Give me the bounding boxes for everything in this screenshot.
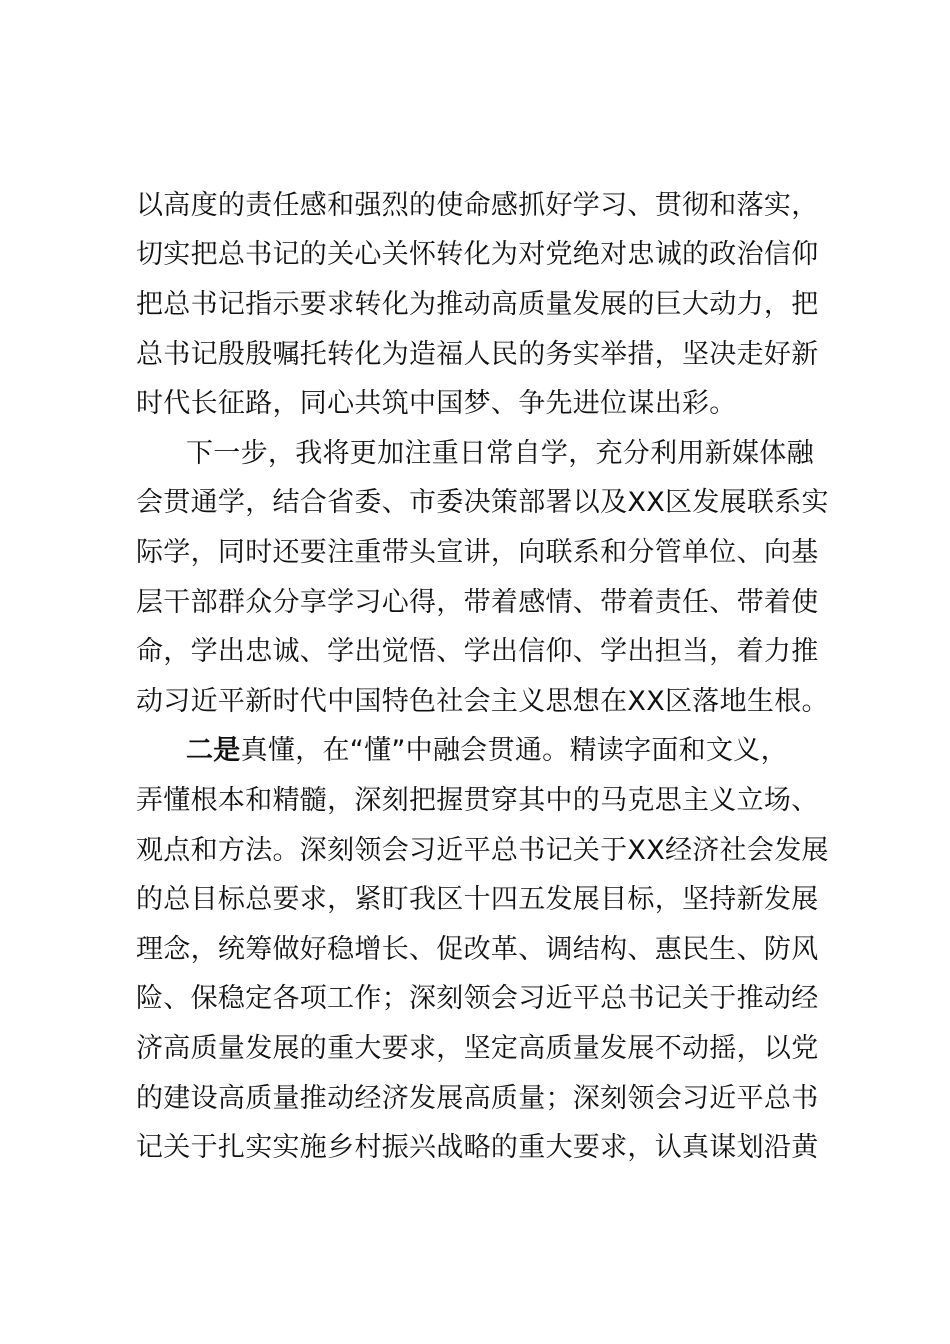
text-line: 时代长征路，同心共筑中国梦、争先进位谋出彩。 (136, 388, 737, 419)
text-line: 命，学出忠诚、学出觉悟、学出信仰、学出担当，着力推 (136, 636, 819, 667)
text-line: 的建设高质量推动经济发展高质量；深刻领会习近平总书 (136, 1083, 819, 1114)
text-line: 观点和方法。深刻领会习近平总书记关于XX经济社会发展 (136, 835, 829, 866)
text-line: 切实把总书记的关心关怀转化为对党绝对忠诚的政治信仰 (136, 239, 819, 270)
text-line: 的总目标总要求，紧盯我区十四五发展目标，坚持新发展 (136, 884, 819, 915)
text-line: 记关于扎实实施乡村振兴战略的重大要求，认真谋划沿黄 (136, 1132, 819, 1163)
text-line: 济高质量发展的重大要求，坚定高质量发展不动摇，以党 (136, 1033, 819, 1064)
text-line: 弄懂根本和精髓，深刻把握贯穿其中的马克思主义立场、 (136, 785, 819, 816)
text-line: 以高度的责任感和强烈的使命感抓好学习、贯彻和落实， (136, 190, 819, 221)
paragraph-first-line (186, 731, 906, 771)
text-line: 会贯通学，结合省委、市委决策部署以及XX区发展联系实 (136, 487, 829, 518)
text-line: 险、保稳定各项工作；深刻领会习近平总书记关于推动经 (136, 983, 819, 1014)
text-line: 层干部群众分享学习心得，带着感情、带着责任、带着使 (136, 587, 819, 618)
text-line: 际学，同时还要注重带头宣讲，向联系和分管单位、向基 (136, 537, 819, 568)
text-line: 把总书记指示要求转化为推动高质量发展的巨大动力，把 (136, 289, 819, 320)
text-line: 总书记殷殷嘱托转化为造福人民的务实举措，坚决走好新 (136, 339, 819, 370)
text-line: 理念，统筹做好稳增长、促改革、调结构、惠民生、防风 (136, 934, 819, 965)
paragraph-first-line: 下一步，我将更加注重日常自学，充分利用新媒体融 (186, 438, 814, 469)
section-marker: 二是 (186, 735, 241, 766)
text-line: 动习近平新时代中国特色社会主义思想在XX区落地生根。 (136, 686, 829, 717)
section-heading-text: 真懂，在“懂”中融会贯通。精读字面和文义， (240, 735, 788, 766)
